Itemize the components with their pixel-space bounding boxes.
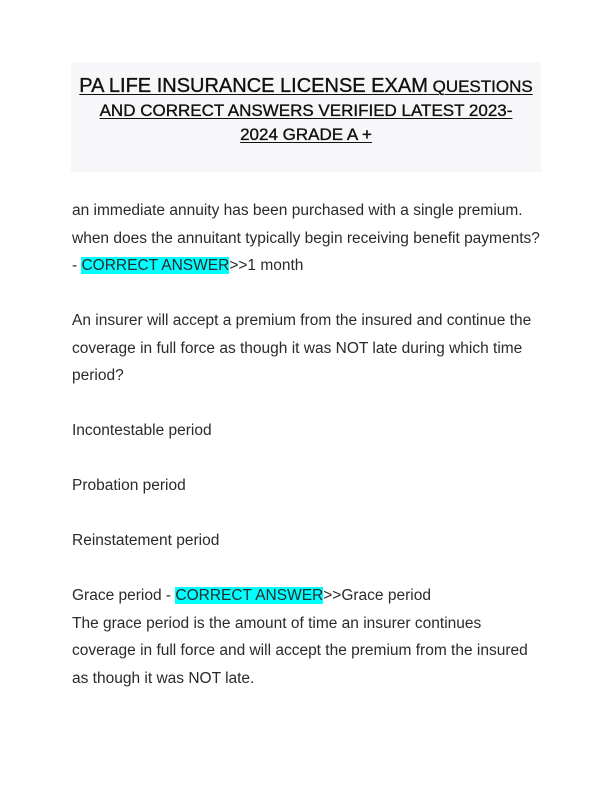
answer-1-text: >>1 month <box>229 257 304 274</box>
document-title <box>71 74 541 147</box>
question-1-text: an immediate annuity has been purchased with a single premium. when does the annuitant typically begin receiving benefit payments? - <box>72 202 540 274</box>
title-line-2: AND CORRECT ANSWERS VERIFIED LATEST 2023- <box>99 101 513 120</box>
title-line-3: 2024 GRADE A + <box>240 125 372 144</box>
title-line-1-rest: QUESTIONS <box>427 77 533 96</box>
title-line-1 <box>71 74 541 99</box>
explanation-2: The grace period is the amount of time an insurer continues coverage in full force and will accept the premium from the insured as though it was NOT late. <box>72 614 528 687</box>
question-2: An insurer will accept a premium from the insured and continue the coverage in full force as though it was NOT late during which time period? <box>72 312 532 384</box>
option-grace-text: Grace period - <box>72 587 176 604</box>
title-box <box>71 62 541 172</box>
option-probation: Probation period <box>72 477 186 494</box>
option-incontestable: Incontestable period <box>72 422 212 439</box>
question-1 <box>72 197 547 280</box>
title-lead: PA LIFE INSURANCE LICENSE EXAM <box>79 75 428 97</box>
correct-answer-marker: CORRECT ANSWER <box>175 587 324 604</box>
option-grace <box>72 582 547 610</box>
answer-2-text: >>Grace period <box>323 587 431 604</box>
correct-answer-marker: CORRECT ANSWER <box>81 257 230 274</box>
document-body <box>72 197 547 692</box>
option-reinstatement: Reinstatement period <box>72 532 220 549</box>
